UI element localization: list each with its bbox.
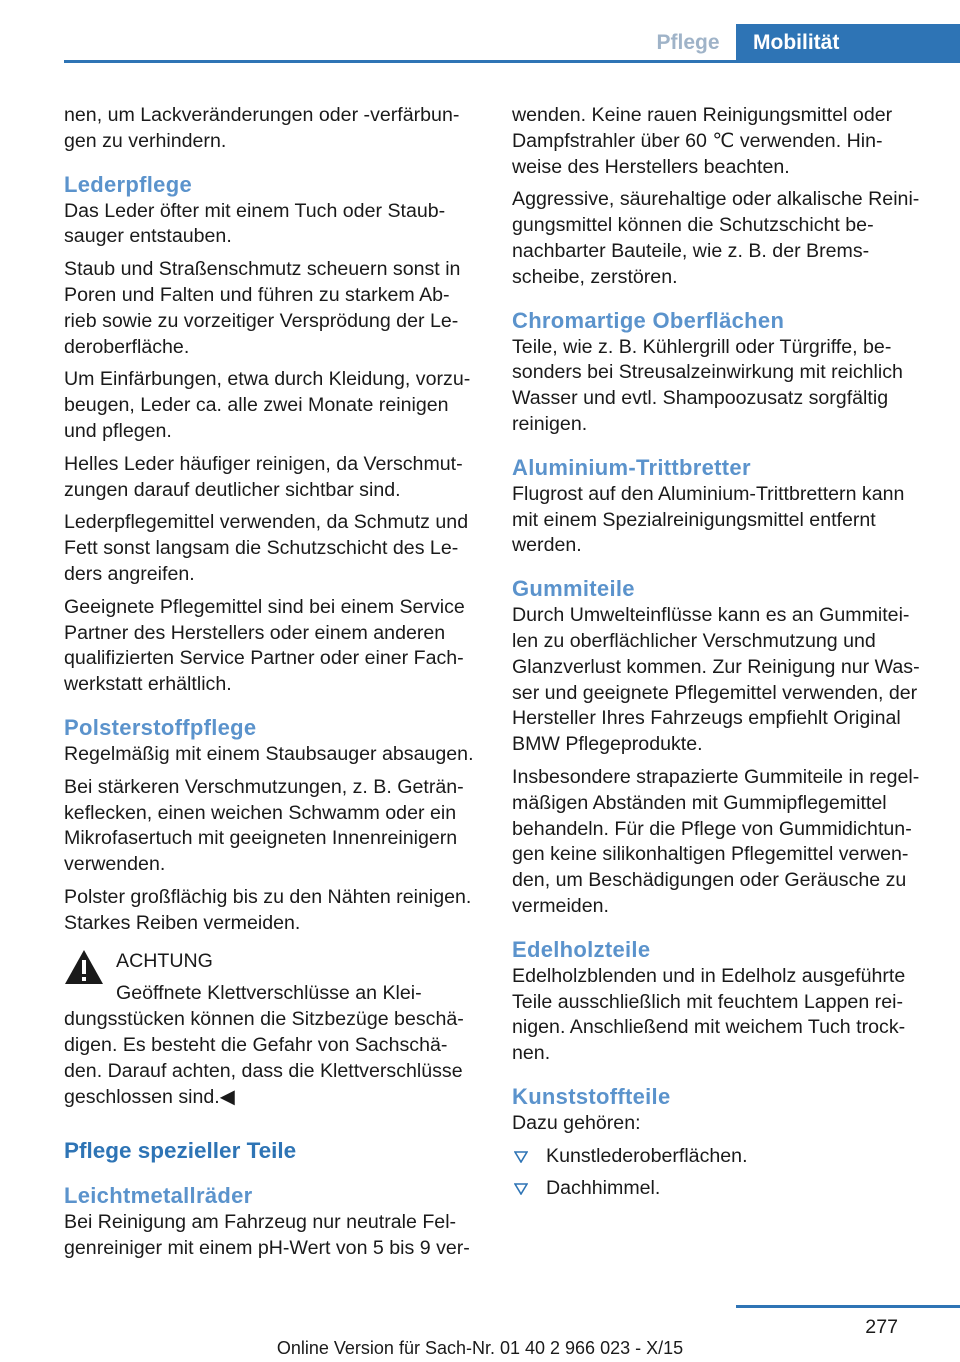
- right-column: [512, 103, 930, 1207]
- section-polsterstoffpflege: [64, 714, 482, 937]
- paragraph: Regelmäßig mit einem Staubsauger absaugen.: [64, 742, 474, 765]
- paragraph: Um Einfärbungen, etwa durch Kleidung, vorzu-beugen, Leder ca. alle zwei Monate reinigen und pflegen.: [64, 368, 471, 442]
- warning-box: [64, 949, 482, 1111]
- heading-kunststoffteile: Kunststoffteile: [512, 1083, 671, 1109]
- triangle-bullet-icon: [514, 1151, 528, 1163]
- section-kunststoffteile: [512, 1083, 930, 1201]
- section-lederpflege: [64, 171, 482, 698]
- footer-divider: [736, 1305, 960, 1308]
- paragraph: Aggressive, säurehaltige oder alkalische Reini-gungsmittel können die Schutzschicht be-nachbarter Bauteile, wie z. B. der Brems-scheibe, zerstören.: [512, 188, 920, 288]
- tab-pflege[interactable]: Pflege: [656, 31, 720, 54]
- section-leichtmetallraeder: [64, 1182, 482, 1262]
- paragraph: Lederpflegemittel verwenden, da Schmutz und Fett sonst langsam die Schutzschicht des Le-ders angreifen.: [64, 511, 469, 585]
- heading-lederpflege: Lederpflege: [64, 171, 192, 197]
- list-item-text: Kunstlederoberflächen.: [546, 1144, 748, 1167]
- heading-edelholzteile: Edelholzteile: [512, 936, 651, 962]
- paragraph: Edelholzblenden und in Edelholz ausgeführte Teile ausschließlich mit feuchtem Lappen rei-nigen. Anschließend mit weichem Tuch trock-nen.: [512, 964, 906, 1065]
- paragraph: Durch Umwelteinflüsse kann es an Gummitei-len zu oberflächlicher Verschmutzung und Glanzverlust kommen. Zur Reinigung nur Was-ser und geeignete Pflegemittel verwenden, der Hersteller Ihres Fahrzeugs empfiehlt Original BMW Pflegeprodukte.: [512, 604, 920, 756]
- online-version-note: Online Version für Sach-Nr. 01 40 2 966 023 - X/15: [276, 1338, 684, 1358]
- list-item: [512, 1144, 930, 1170]
- continued-paragraph: nen, um Lackveränderungen oder -verfärbun-gen zu verhindern.: [64, 104, 460, 152]
- heading-gummiteile: Gummiteile: [512, 576, 635, 602]
- section-chromartige-oberflaechen: [512, 307, 930, 438]
- warning-text: Geöffnete Klettverschlüsse an Klei-dungsstücken können die Sitzbezüge beschä-digen. Es besteht die Gefahr von Sachschä-den. Darauf achten, dass die Klettverschlüsse geschlossen sind.◀: [64, 982, 464, 1108]
- tab-mobilitaet[interactable]: Mobilität: [736, 24, 960, 62]
- heading-polsterstoffpflege: Polsterstoffpflege: [64, 714, 257, 740]
- list-item: [512, 1176, 930, 1202]
- warning-title: ACHTUNG: [116, 949, 213, 972]
- page-number: 277: [865, 1316, 898, 1338]
- paragraph: Teile, wie z. B. Kühlergrill oder Türgriffe, be-sonders bei Streusalzeinwirkung mit reichlich Wasser und evtl. Shampoozusatz sorgfältig reinigen.: [512, 335, 903, 435]
- paragraph: Bei stärkeren Verschmutzungen, z. B. Geträn-keflecken, einen weichen Schwamm oder ein Mikrofasertuch mit geeigneten Innenreinigern verwenden.: [64, 775, 464, 876]
- paragraph: Bei Reinigung am Fahrzeug nur neutrale Fel-genreiniger mit einem pH-Wert von 5 bis 9 ver-: [64, 1211, 470, 1260]
- section-edelholzteile: [512, 936, 930, 1067]
- triangle-bullet-icon: [514, 1183, 528, 1195]
- list-item-text: Dachhimmel.: [546, 1176, 661, 1199]
- paragraph: Insbesondere strapazierte Gummiteile in regel-mäßigen Abständen mit Gummipflegemittel behandeln. Für die Pflege von Gummidichtun-gen keine silikonhaltigen Pflegemittel verwen-den, um Beschädigungen oder Geräusche zu vermeiden.: [512, 765, 920, 917]
- paragraph: Staub und Straßenschmutz scheuern sonst in Poren und Falten und führen zu starkem Ab-rieb sowie zu vorzeitiger Versprödung der Le-deroberfläche.: [64, 258, 461, 358]
- paragraph: Das Leder öfter mit einem Tuch oder Staub-sauger entstauben.: [64, 199, 446, 248]
- header-divider: [64, 60, 960, 63]
- heading-aluminium-trittbretter: Aluminium-Trittbretter: [512, 454, 751, 480]
- section-aluminium-trittbretter: [512, 454, 930, 559]
- paragraph: Helles Leder häufiger reinigen, da Verschmut-zungen darauf deutlicher sichtbar sind.: [64, 452, 463, 501]
- paragraph: Geeignete Pflegemittel sind bei einem Service Partner des Herstellers oder einem anderen qualifizierten Service Partner oder einer Fach-werkstatt erhältlich.: [64, 595, 465, 696]
- warning-triangle-icon: [64, 949, 104, 985]
- paragraph: Polster großflächig bis zu den Nähten reinigen. Starkes Reiben vermeiden.: [64, 885, 472, 934]
- paragraph: Dazu gehören:: [512, 1111, 641, 1134]
- section-gummiteile: [512, 575, 930, 920]
- continued-paragraph: wenden. Keine rauen Reinigungsmittel oder Dampfstrahler über 60 ℃ verwenden. Hin-weise des Herstellers beachten.: [512, 104, 893, 178]
- heading-chromartige-oberflaechen: Chromartige Oberflächen: [512, 307, 785, 333]
- heading-leichtmetallraeder: Leichtmetallräder: [64, 1183, 253, 1209]
- heading-pflege-spezieller-teile: Pflege spezieller Teile: [64, 1138, 297, 1164]
- bullet-list: [512, 1144, 930, 1202]
- left-column: [64, 103, 482, 1269]
- paragraph: Flugrost auf den Aluminium-Trittbrettern kann mit einem Spezialreinigungsmittel entfernt werden.: [512, 482, 905, 557]
